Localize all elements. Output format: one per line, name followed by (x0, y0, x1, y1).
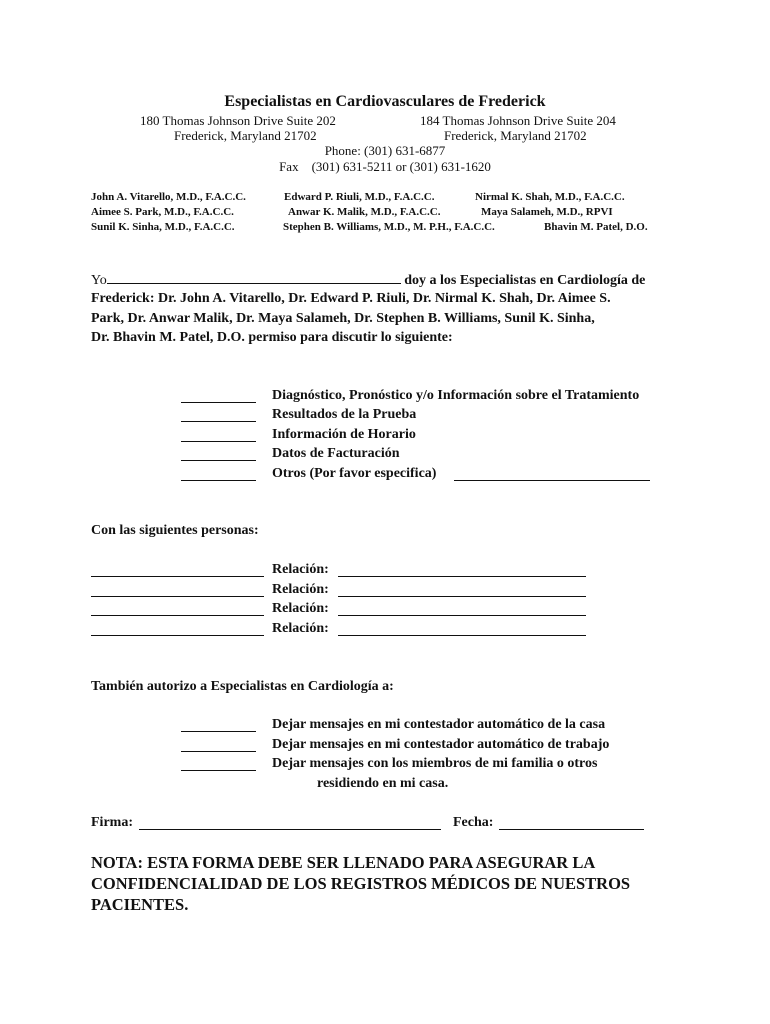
authorize-item-home: Dejar mensajes en mi contestador automático de la casa (272, 717, 606, 732)
item-billing: Datos de Facturación (272, 446, 400, 461)
nota-line-2: CONFIDENCIALIDAD DE LOS REGISTROS MÉDICOS DE NUESTROS (91, 874, 631, 893)
consent-line-4: Dr. Bhavin M. Patel, D.O. permiso para discutir lo siguiente: (91, 330, 453, 345)
consent-line-3: Park, Dr. Anwar Malik, Dr. Maya Salameh, Dr. Stephen B. Williams, Sunil K. Sinha, (91, 311, 595, 326)
doctor-name: Edward P. Riuli, M.D., F.A.C.C. (284, 191, 435, 203)
doctor-name: Sunil K. Sinha, M.D., F.A.C.C. (91, 221, 235, 233)
checkbox-line-work-machine[interactable] (181, 751, 256, 752)
doctor-name: John A. Vitarello, M.D., F.A.C.C. (91, 191, 246, 203)
other-specify-field[interactable] (454, 480, 650, 481)
consent-line-1 (91, 271, 645, 289)
fecha-label: Fecha: (453, 815, 494, 830)
item-other: Otros (Por favor especifica) (272, 466, 437, 481)
checkbox-line-diagnosis[interactable] (181, 402, 256, 403)
relation-label: Relación: (272, 582, 329, 597)
patient-name-field[interactable] (107, 271, 401, 284)
doctor-name: Aimee S. Park, M.D., F.A.C.C. (91, 206, 234, 218)
authorize-heading: También autorizo a Especialistas en Cardiología a: (91, 679, 394, 694)
item-results: Resultados de la Prueba (272, 407, 417, 422)
document-title: Especialistas en Cardiovasculares de Frederick (224, 93, 546, 110)
doctor-name: Anwar K. Malik, M.D., F.A.C.C. (288, 206, 441, 218)
relation-field[interactable] (338, 576, 586, 577)
firma-label: Firma: (91, 815, 133, 830)
doctor-name: Maya Salameh, M.D., RPVI (481, 206, 613, 218)
relation-label: Relación: (272, 562, 329, 577)
authorize-item-family-cont: residiendo en mi casa. (317, 776, 449, 791)
item-diagnosis: Diagnóstico, Pronóstico y/o Información sobre el Tratamiento (272, 388, 640, 403)
relation-label: Relación: (272, 621, 329, 636)
consent-line-2: Frederick: Dr. John A. Vitarello, Dr. Edward P. Riuli, Dr. Nirmal K. Shah, Dr. Aimee S. (91, 291, 611, 306)
yo-label: Yo (91, 273, 107, 288)
nota-line-3: PACIENTES. (91, 895, 189, 914)
item-schedule: Información de Horario (272, 427, 416, 442)
office2-city: Frederick, Maryland 21702 (444, 128, 587, 143)
date-field[interactable] (499, 829, 644, 830)
checkbox-line-family[interactable] (181, 770, 256, 771)
person-name-field[interactable] (91, 576, 264, 577)
person-name-field[interactable] (91, 635, 264, 636)
authorize-item-work: Dejar mensajes en mi contestador automático de trabajo (272, 737, 610, 752)
relation-field[interactable] (338, 635, 586, 636)
nota-line-1: NOTA: ESTA FORMA DEBE SER LLENADO PARA ASEGURAR LA (91, 853, 596, 872)
authorize-item-family: Dejar mensajes con los miembros de mi familia o otros (272, 756, 598, 771)
checkbox-line-home-machine[interactable] (181, 731, 256, 732)
person-name-field[interactable] (91, 615, 264, 616)
doctor-name: Stephen B. Williams, M.D., M. P.H., F.A.C.C. (283, 221, 495, 233)
fax-number: Fax (301) 631-5211 or (301) 631-1620 (279, 159, 491, 174)
doctor-name: Nirmal K. Shah, M.D., F.A.C.C. (475, 191, 625, 203)
checkbox-line-billing[interactable] (181, 460, 256, 461)
checkbox-line-results[interactable] (181, 421, 256, 422)
checkbox-line-schedule[interactable] (181, 441, 256, 442)
office1-street: 180 Thomas Johnson Drive Suite 202 (140, 113, 336, 128)
relation-field[interactable] (338, 615, 586, 616)
office1-city: Frederick, Maryland 21702 (174, 128, 317, 143)
phone-number: Phone: (301) 631-6877 (324, 143, 446, 158)
person-name-field[interactable] (91, 596, 264, 597)
relation-label: Relación: (272, 601, 329, 616)
relation-field[interactable] (338, 596, 586, 597)
signature-field[interactable] (139, 829, 441, 830)
office2-street: 184 Thomas Johnson Drive Suite 204 (420, 113, 616, 128)
persons-heading: Con las siguientes personas: (91, 523, 259, 538)
consent-line-1-text: doy a los Especialistas en Cardiología de (404, 273, 646, 288)
doctor-name: Bhavin M. Patel, D.O. (544, 221, 648, 233)
checkbox-line-other[interactable] (181, 480, 256, 481)
